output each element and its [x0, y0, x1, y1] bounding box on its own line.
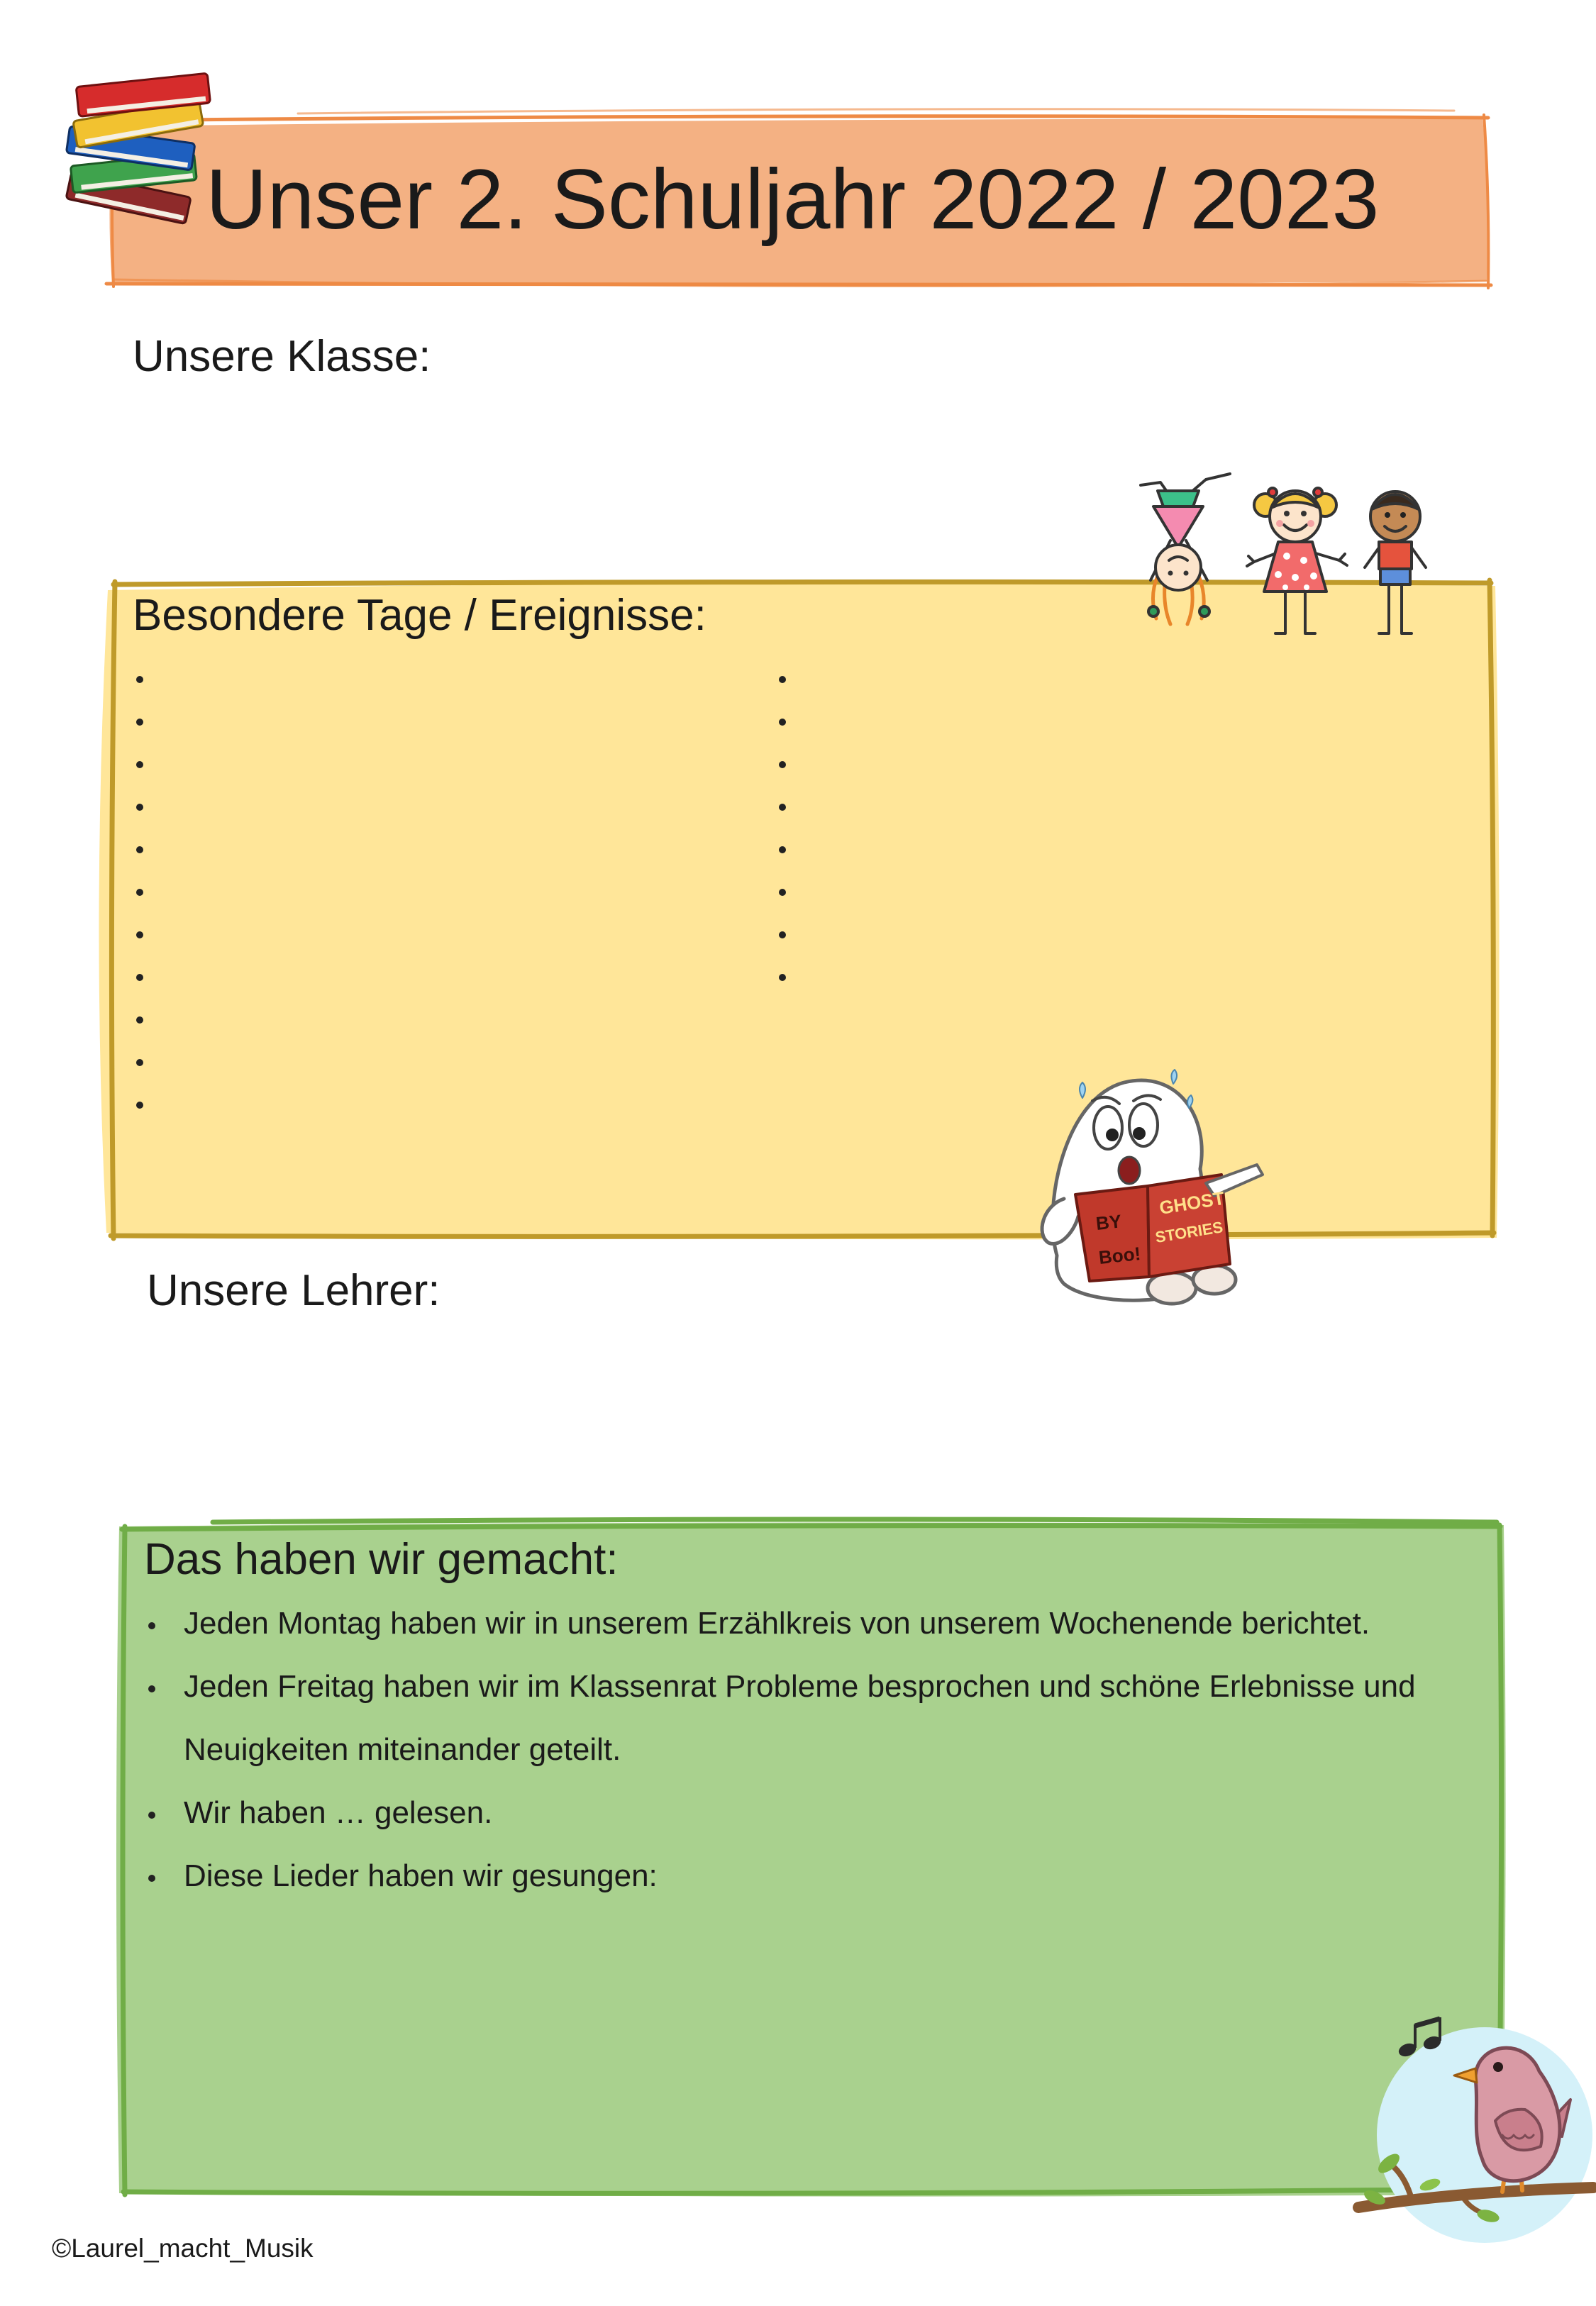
event-bullet	[136, 676, 143, 683]
events-label: Besondere Tage / Ereignisse:	[133, 591, 706, 640]
list-item	[145, 1655, 1461, 1781]
events-bullets-right	[779, 676, 786, 981]
event-bullet	[779, 719, 786, 726]
activities-list	[145, 1592, 1461, 1907]
page-title: Unser 2. Schuljahr 2022 / 2023	[206, 152, 1380, 247]
events-box	[99, 580, 1499, 1239]
books-icon	[66, 73, 211, 223]
event-bullet	[779, 846, 786, 853]
event-bullet	[779, 676, 786, 683]
event-bullet	[779, 889, 786, 896]
teachers-label: Unsere Lehrer:	[147, 1266, 440, 1315]
event-bullet	[136, 719, 143, 726]
copyright-notice: ©Laurel_macht_Musik	[52, 2234, 314, 2263]
bullet-dot	[148, 1812, 155, 1819]
bullet-dot	[148, 1685, 155, 1692]
event-bullet	[779, 761, 786, 768]
book-title-line2: STORIES	[1153, 1218, 1224, 1246]
list-item-text: Jeden Freitag haben wir im Klassenrat Probleme besprochen und schöne Erlebnisse und Neuigkeiten miteinander geteilt.	[184, 1669, 1416, 1767]
event-bullet	[779, 931, 786, 938]
list-item-text: Jeden Montag haben wir in unserem Erzählkreis von unserem Wochenende berichtet.	[184, 1606, 1370, 1641]
events-bullets-left	[136, 676, 143, 1109]
book-title-line1: GHOST	[1158, 1187, 1226, 1219]
event-bullet	[136, 889, 143, 896]
event-bullet	[779, 974, 786, 981]
list-item	[145, 1781, 1461, 1844]
event-bullet	[136, 804, 143, 811]
event-bullet	[136, 1102, 143, 1109]
event-bullet	[136, 1016, 143, 1024]
event-bullet	[136, 846, 143, 853]
event-bullet	[136, 1059, 143, 1066]
event-bullet	[779, 804, 786, 811]
list-item	[145, 1844, 1461, 1907]
event-bullet	[136, 974, 143, 981]
bullet-dot	[148, 1875, 155, 1882]
event-bullet	[136, 931, 143, 938]
activities-label: Das haben wir gemacht:	[144, 1535, 619, 1584]
list-item-text: Diese Lieder haben wir gesungen:	[184, 1858, 658, 1893]
book-author-line2: Boo!	[1097, 1242, 1142, 1268]
bullet-dot	[148, 1622, 155, 1629]
class-label: Unsere Klasse:	[133, 332, 431, 381]
list-item-text: Wir haben … gelesen.	[184, 1795, 493, 1830]
event-bullet	[136, 761, 143, 768]
book-author-line1: BY	[1095, 1210, 1123, 1234]
list-item	[145, 1592, 1461, 1655]
